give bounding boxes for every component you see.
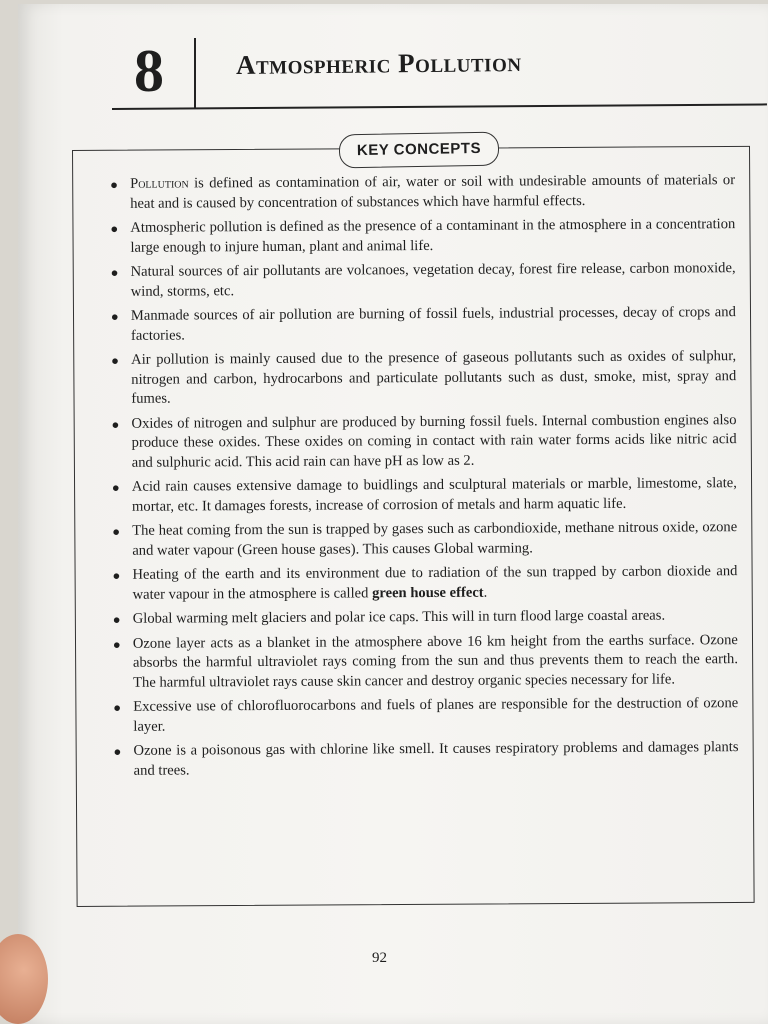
bullet-icon: ●: [113, 699, 122, 715]
bullet-icon: ●: [112, 611, 121, 627]
concept-item: [101, 411, 736, 473]
concept-lead-term: Pollution: [130, 175, 189, 192]
concept-text: The heat coming from the sun is trapped by gases such as carbondioxide, methane nitrous oxide, ozone and water vapour (Green house gases). This causes Global warming.: [132, 519, 738, 559]
concept-item: [100, 171, 735, 214]
concept-text: Acid rain causes extensive damage to buidlings and sculptural materials or marble, limestome, slate, mortar, etc. It damages forests, increase of corrosion of metals and harm aquatic life.: [131, 475, 737, 515]
concept-text: is defined as contamination of air, water or soil with undesirable amounts of materials or heat and is caused by concentration of substances which have harmful effects.: [130, 172, 736, 212]
bullet-icon: ●: [110, 264, 119, 280]
thumb-photo-artifact: [0, 934, 48, 1024]
key-concepts-list: [100, 171, 739, 786]
bullet-icon: ●: [111, 352, 120, 368]
bullet-icon: ●: [110, 176, 118, 192]
chapter-header: [112, 34, 767, 112]
concept-item: [102, 474, 737, 517]
bullet-icon: ●: [111, 479, 120, 495]
concept-item: [101, 303, 736, 346]
concept-text: Ozone is a poisonous gas with chlorine like smell. It causes respiratory problems and damages plants and trees.: [133, 739, 739, 779]
concept-item: [100, 215, 735, 258]
bullet-icon: ●: [113, 743, 122, 759]
concept-text: Heating of the earth and its environment due to radiation of the sun trapped by carbon dioxide and water vapour in the atmosphere is called: [132, 563, 738, 603]
chapter-title: Atmospheric Pollution: [235, 47, 522, 80]
concept-text: Natural sources of air pollutants are volcanoes, vegetation decay, forest fire release, carbon monoxide, wind, storms, etc.: [130, 260, 736, 300]
bullet-icon: ●: [112, 523, 121, 539]
concept-text: Ozone layer acts as a blanket in the atmosphere above 16 km height from the earths surface. Ozone absorbs the harmful ultraviolet rays coming from the sun and thus prevents them to reach the earth. The harmful ultraviolet rays cause skin cancer and destroy organic species necessary for life.: [132, 631, 739, 691]
concept-item: [101, 347, 736, 409]
page-number: 92: [372, 950, 387, 966]
chapter-number: 8: [134, 38, 164, 104]
concept-text: Air pollution is mainly caused due to the presence of gaseous pollutants such as oxides of sulphur, nitrogen and carbon, hydrocarbons and particulate pollutants such as dust, smoke, mist, spray and fumes.: [131, 348, 737, 407]
concept-item: [103, 631, 738, 693]
key-concepts-label: KEY CONCEPTS: [339, 132, 500, 169]
concept-text: Excessive use of chlorofluorocarbons and fuels of planes are responsible for the destruction of ozone layer.: [133, 695, 739, 735]
bullet-icon: ●: [112, 567, 121, 583]
chapter-divider: [194, 38, 196, 108]
concept-item: [103, 606, 738, 629]
concept-bold-term: green house effect: [372, 584, 484, 601]
concept-text: Atmospheric pollution is defined as the presence of a contaminant in the atmosphere in a concentration large enough to injure human, plant and animal life.: [130, 216, 736, 256]
concept-text: Global warming melt glaciers and polar ice caps. This will in turn flood large coastal areas.: [132, 607, 666, 627]
concept-item: [102, 562, 737, 605]
concept-item: [103, 694, 738, 737]
bullet-icon: ●: [112, 636, 121, 652]
bullet-icon: ●: [110, 308, 119, 324]
header-rule: [112, 103, 767, 110]
concept-item: [101, 259, 736, 302]
bullet-icon: ●: [111, 416, 120, 432]
bullet-icon: ●: [110, 220, 119, 236]
concept-text: Oxides of nitrogen and sulphur are produced by burning fossil fuels. Internal combustion engines also produce these oxides. These oxides on coming in contact with rain water forms acids like nitric acid and sulphuric acid. This acid rain can have pH as low as 2.: [131, 411, 737, 471]
concept-text-tail: .: [483, 584, 488, 601]
concept-item: [103, 738, 738, 781]
concept-text: Manmade sources of air pollution are burning of fossil fuels, industrial processes, decay of crops and factories.: [130, 304, 736, 344]
concept-item: [102, 518, 737, 561]
